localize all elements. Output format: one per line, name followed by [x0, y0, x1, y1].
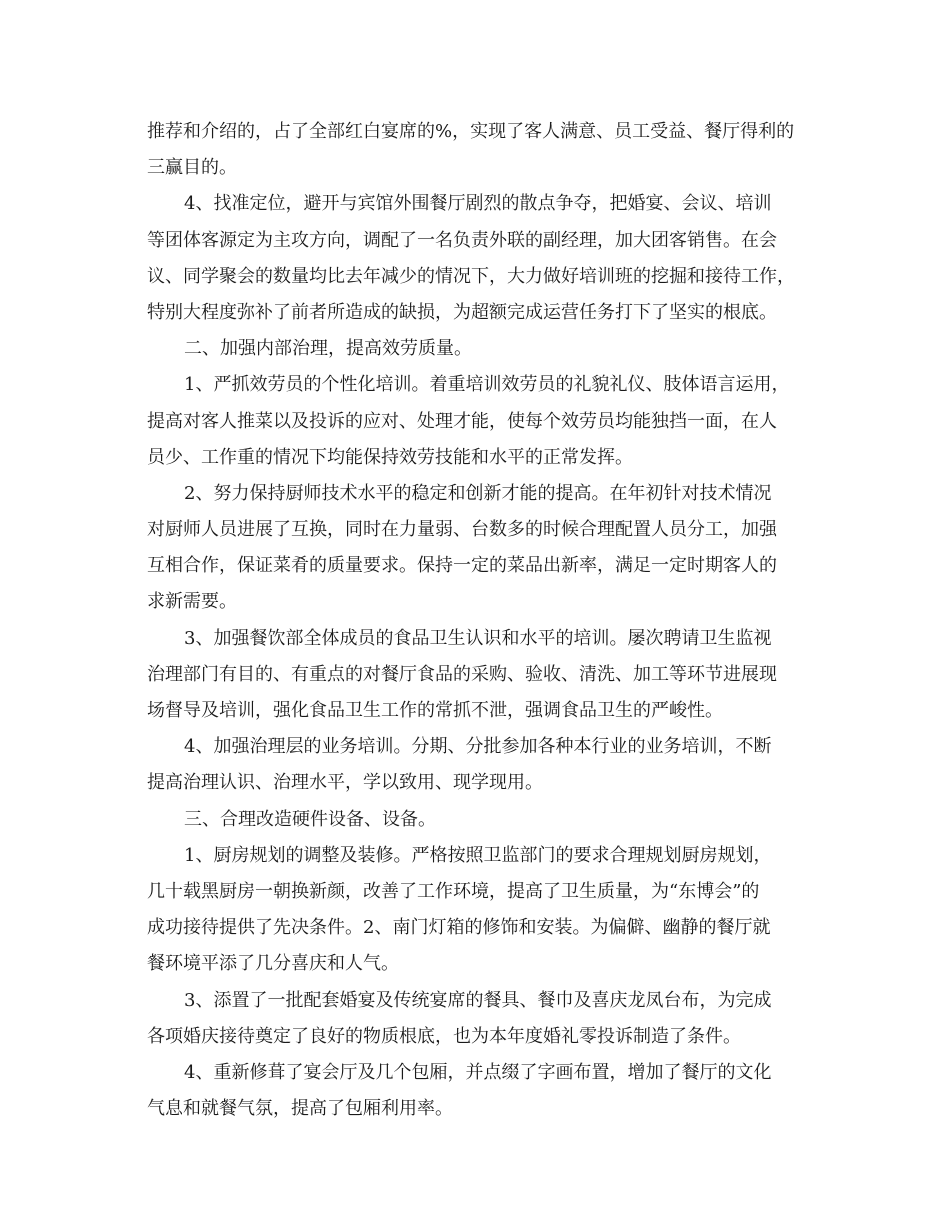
text-line: 1、厨房规划的调整及装修。严格按照卫监部门的要求合理规划厨房规划，	[184, 844, 772, 866]
text-line: 气息和就餐气氛，提高了包厢利用率。	[147, 1098, 453, 1120]
text-line: 治理部门有目的、有重点的对餐厅食品的采购、验收、清洗、加工等环节进展现	[147, 663, 777, 685]
text-line: 特别大程度弥补了前者所造成的缺损，为超额完成运营任务打下了坚实的根底。	[147, 301, 777, 323]
text-line: 成功接待提供了先决条件。2、南门灯箱的修饰和安装。为偏僻、幽静的餐厅就	[147, 917, 771, 939]
text-line: 餐环境平添了几分喜庆和人气。	[147, 953, 399, 975]
text-line: 提高对客人推菜以及投诉的应对、处理才能，使每个效劳员均能独挡一面，在人	[147, 410, 777, 432]
text-line: 求新需要。	[147, 591, 237, 613]
text-line: 互相合作，保证菜肴的质量要求。保持一定的菜品出新率，满足一定时期客人的	[147, 555, 777, 577]
text-line: 场督导及培训，强化食品卫生工作的常抓不泄，强调食品卫生的严峻性。	[147, 700, 723, 721]
text-line: 4、加强治理层的业务培训。分期、分批参加各种本行业的业务培训，不断	[184, 736, 772, 758]
text-line: 员少、工作重的情况下均能保持效劳技能和水平的正常发挥。	[147, 446, 633, 468]
text-line: 等团体客源定为主攻方向，调配了一名负责外联的副经理，加大团客销售。在会	[147, 229, 777, 251]
text-line: 提高治理认识、治理水平，学以致用、现学现用。	[147, 772, 543, 794]
text-line: 3、添置了一批配套婚宴及传统宴席的餐具、餐巾及喜庆龙凤台布，为完成	[184, 989, 772, 1011]
text-line: 几十载黑厨房一朝换新颜，改善了工作环境，提高了卫生质量，为“东博会”的	[147, 880, 760, 902]
text-line: 1、严抓效劳员的个性化培训。着重培训效劳员的礼貌礼仪、肢体语言运用，	[184, 374, 790, 396]
section-heading: 三、合理改造硬件设备、设备。	[184, 808, 436, 830]
text-line: 3、加强餐饮部全体成员的食品卫生认识和水平的培训。屡次聘请卫生监视	[184, 627, 772, 649]
section-heading: 二、加强内部治理，提高效劳质量。	[184, 338, 472, 360]
text-line: 4、重新修葺了宴会厅及几个包厢，并点缀了字画布置，增加了餐厅的文化	[184, 1061, 772, 1083]
document-body	[147, 114, 807, 1127]
text-line: 各项婚庆接待奠定了良好的物质根底，也为本年度婚礼零投诉制造了条件。	[147, 1025, 741, 1047]
text-line: 2、努力保持厨师技术水平的稳定和创新才能的提高。在年初针对技术情况	[184, 482, 772, 504]
text-line: 三赢目的。	[147, 157, 237, 179]
text-line: 4、找准定位，避开与宾馆外围餐厅剧烈的散点争夺，把婚宴、会议、培训	[184, 193, 772, 215]
text-line: 议、同学聚会的数量均比去年减少的情况下，大力做好培训班的挖掘和接待工作，	[147, 265, 795, 287]
text-line: 推荐和介绍的，占了全部红白宴席的%，实现了客人满意、员工受益、餐厅得利的	[147, 121, 795, 142]
text-line: 对厨师人员进展了互换，同时在力量弱、台数多的时候合理配置人员分工，加强	[147, 519, 777, 541]
